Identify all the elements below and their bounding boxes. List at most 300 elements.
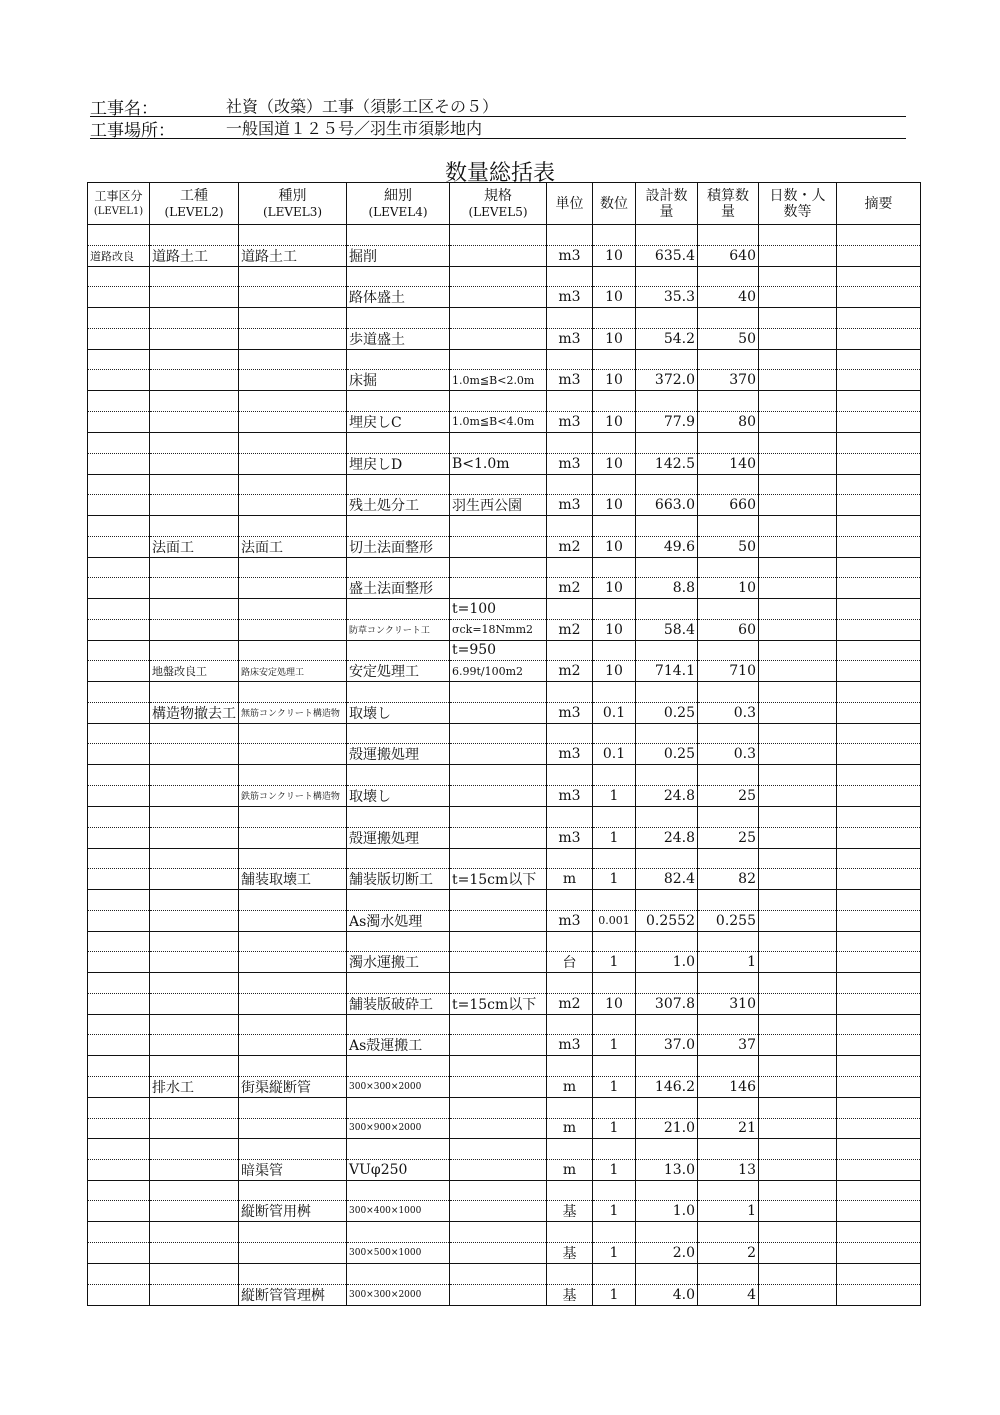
table-row-spacer — [88, 432, 921, 453]
col-unit-upper-cell — [547, 1056, 593, 1077]
col-level3-cell: 路床安定処理工 — [239, 661, 347, 682]
col-level4-cell: 盛土法面整形 — [347, 578, 450, 599]
col-unit-cell: m2 — [547, 993, 593, 1014]
col-remarks-upper-cell — [837, 308, 921, 329]
col-remarks-upper-cell — [837, 1180, 921, 1201]
col-remarks-cell — [837, 952, 921, 973]
col-level2-cell — [150, 1159, 239, 1180]
col-design-qty-cell: 0.25 — [636, 702, 698, 723]
col-level3-upper-cell — [239, 640, 347, 661]
col-level2-cell — [150, 744, 239, 765]
col-days-upper-cell — [759, 640, 837, 661]
col-level5-cell — [450, 1201, 547, 1222]
col-unit-cell: 基 — [547, 1201, 593, 1222]
col-level4-upper-cell — [347, 474, 450, 495]
col-level4-upper-cell — [347, 1180, 450, 1201]
col-remarks-cell — [837, 827, 921, 848]
col-level5-upper-cell — [450, 432, 547, 453]
col-estimate-qty-upper-cell — [698, 308, 759, 329]
col-digit-upper-cell — [593, 474, 636, 495]
col-level5-cell — [450, 952, 547, 973]
col-level3-upper-cell — [239, 1180, 347, 1201]
col-estimate-qty-upper-cell — [698, 557, 759, 578]
col-unit-cell: m — [547, 869, 593, 890]
col-estimate-qty-upper-cell — [698, 806, 759, 827]
col-digit-cell: 1 — [593, 1035, 636, 1056]
col-level5-upper-cell — [450, 723, 547, 744]
col-design-qty-upper-cell — [636, 432, 698, 453]
col-level4-cell: 埋戻しC — [347, 411, 450, 432]
col-level1-cell — [88, 744, 150, 765]
table-row — [88, 910, 921, 931]
table-row-spacer — [88, 266, 921, 287]
col-level3-cell: 鉄筋コンクリート構造物 — [239, 785, 347, 806]
table-row-spacer — [88, 931, 921, 952]
col-level4-upper-cell — [347, 599, 450, 620]
col-unit-upper-cell — [547, 890, 593, 911]
col-level4-cell: 掘削 — [347, 245, 450, 266]
col-unit-upper-cell — [547, 1180, 593, 1201]
col-unit-upper-cell — [547, 225, 593, 246]
col-digit-upper-cell — [593, 516, 636, 537]
col-days-cell — [759, 619, 837, 640]
col-remarks-upper-cell — [837, 391, 921, 412]
col-days-upper-cell — [759, 1056, 837, 1077]
col-level5-upper-cell — [450, 266, 547, 287]
col-design-qty-cell: 0.2552 — [636, 910, 698, 931]
table-row — [88, 827, 921, 848]
col-unit-cell: 基 — [547, 1284, 593, 1305]
col-days-cell — [759, 453, 837, 474]
col-level5-header — [450, 183, 547, 225]
col-estimate-qty-upper-cell — [698, 474, 759, 495]
header-sub-label: 数等 — [783, 203, 812, 220]
col-digit-cell: 10 — [593, 245, 636, 266]
col-remarks-cell — [837, 702, 921, 723]
col-estimate-qty-cell: 50 — [698, 328, 759, 349]
col-level1-upper-cell — [88, 1139, 150, 1160]
col-days-cell — [759, 661, 837, 682]
col-level5-upper-cell: t=100 — [450, 599, 547, 620]
col-digit-upper-cell — [593, 1056, 636, 1077]
col-remarks-upper-cell — [837, 266, 921, 287]
col-level5-upper-cell — [450, 806, 547, 827]
col-level4-upper-cell — [347, 1264, 450, 1285]
col-level2-cell — [150, 453, 239, 474]
header-sub-label: (LEVEL4) — [368, 204, 428, 219]
col-unit-cell: m3 — [547, 370, 593, 391]
col-remarks-upper-cell — [837, 1222, 921, 1243]
table-row — [88, 744, 921, 765]
col-level2-cell — [150, 827, 239, 848]
col-unit-upper-cell — [547, 349, 593, 370]
col-days-upper-cell — [759, 391, 837, 412]
col-level4-cell: 舗装版切断工 — [347, 869, 450, 890]
col-digit-upper-cell — [593, 1180, 636, 1201]
col-design-qty-upper-cell — [636, 723, 698, 744]
project-name-label: 工事名： — [90, 99, 158, 119]
col-level3-cell: 道路土工 — [239, 245, 347, 266]
table-row-spacer — [88, 1264, 921, 1285]
col-level2-cell — [150, 1118, 239, 1139]
col-level5-cell — [450, 1284, 547, 1305]
col-level2-upper-cell — [150, 1264, 239, 1285]
col-digit-header — [593, 183, 636, 225]
col-unit-cell: m2 — [547, 661, 593, 682]
col-design-qty-upper-cell — [636, 1180, 698, 1201]
col-days-cell — [759, 1284, 837, 1305]
col-level5-upper-cell — [450, 1180, 547, 1201]
header-sub-label: (LEVEL2) — [164, 204, 224, 219]
col-digit-cell: 10 — [593, 287, 636, 308]
col-unit-cell: m3 — [547, 411, 593, 432]
col-digit-upper-cell — [593, 308, 636, 329]
col-level4-upper-cell — [347, 349, 450, 370]
header-main-label: 設計数 — [645, 187, 688, 204]
col-remarks-upper-cell — [837, 557, 921, 578]
col-level5-cell — [450, 744, 547, 765]
header-main-label: 工種 — [180, 187, 208, 204]
table-row-spacer — [88, 1056, 921, 1077]
col-days-cell — [759, 578, 837, 599]
table-row-spacer — [88, 973, 921, 994]
col-unit-upper-cell — [547, 516, 593, 537]
col-level3-cell: 縦断管用桝 — [239, 1201, 347, 1222]
col-level2-upper-cell — [150, 931, 239, 952]
col-remarks-cell — [837, 245, 921, 266]
col-remarks-upper-cell — [837, 1056, 921, 1077]
col-level2-cell — [150, 1243, 239, 1264]
col-remarks-upper-cell — [837, 890, 921, 911]
col-level3-upper-cell — [239, 432, 347, 453]
col-remarks-upper-cell — [837, 599, 921, 620]
col-days-upper-cell — [759, 1139, 837, 1160]
col-estimate-qty-cell: 50 — [698, 536, 759, 557]
col-level4-cell: As濁水処理 — [347, 910, 450, 931]
col-unit-cell: m3 — [547, 1035, 593, 1056]
col-level4-upper-cell — [347, 682, 450, 703]
table-row-spacer — [88, 1222, 921, 1243]
col-days-cell — [759, 287, 837, 308]
col-level2-upper-cell — [150, 599, 239, 620]
col-design-qty-upper-cell — [636, 516, 698, 537]
col-level1-upper-cell — [88, 557, 150, 578]
col-digit-cell: 1 — [593, 952, 636, 973]
col-estimate-qty-upper-cell — [698, 640, 759, 661]
location-line — [90, 116, 906, 139]
col-estimate-qty-cell: 1 — [698, 952, 759, 973]
col-level4-upper-cell — [347, 391, 450, 412]
col-estimate-qty-cell: 13 — [698, 1159, 759, 1180]
col-days-cell — [759, 1243, 837, 1264]
col-level1-upper-cell — [88, 1264, 150, 1285]
table-row — [88, 578, 921, 599]
col-remarks-cell — [837, 495, 921, 516]
col-estimate-qty-cell: 21 — [698, 1118, 759, 1139]
col-level4-cell: 300×300×2000 — [347, 1284, 450, 1305]
col-unit-header — [547, 183, 593, 225]
col-remarks-upper-cell — [837, 931, 921, 952]
header-main-label: 積算数 — [707, 187, 749, 204]
col-level3-cell — [239, 744, 347, 765]
col-level4-upper-cell — [347, 848, 450, 869]
col-digit-upper-cell — [593, 1098, 636, 1119]
col-estimate-qty-upper-cell — [698, 516, 759, 537]
col-level3-upper-cell — [239, 599, 347, 620]
col-level4-upper-cell — [347, 931, 450, 952]
col-estimate-qty-cell: 82 — [698, 869, 759, 890]
col-digit-upper-cell — [593, 225, 636, 246]
col-level5-cell — [450, 536, 547, 557]
col-days-upper-cell — [759, 931, 837, 952]
col-level1-cell: 道路改良 — [88, 245, 150, 266]
table-row-spacer — [88, 806, 921, 827]
col-design-qty-cell: 146.2 — [636, 1077, 698, 1098]
col-estimate-qty-upper-cell — [698, 599, 759, 620]
col-digit-upper-cell — [593, 682, 636, 703]
table-row-spacer — [88, 848, 921, 869]
col-design-qty-upper-cell — [636, 391, 698, 412]
table-header-row — [88, 183, 921, 225]
col-level2-upper-cell — [150, 1056, 239, 1077]
col-digit-cell: 10 — [593, 661, 636, 682]
col-digit-cell: 10 — [593, 993, 636, 1014]
col-design-qty-upper-cell — [636, 1056, 698, 1077]
col-digit-cell: 0.001 — [593, 910, 636, 931]
col-level1-cell — [88, 910, 150, 931]
col-level1-upper-cell — [88, 640, 150, 661]
col-remarks-upper-cell — [837, 516, 921, 537]
col-remarks-upper-cell — [837, 723, 921, 744]
col-level1-cell — [88, 370, 150, 391]
col-digit-upper-cell — [593, 557, 636, 578]
col-remarks-upper-cell — [837, 349, 921, 370]
col-estimate-qty-cell: 310 — [698, 993, 759, 1014]
col-design-qty-cell: 24.8 — [636, 785, 698, 806]
table-row — [88, 1159, 921, 1180]
col-unit-cell: m2 — [547, 536, 593, 557]
col-remarks-cell — [837, 785, 921, 806]
col-estimate-qty-upper-cell — [698, 765, 759, 786]
col-level2-upper-cell — [150, 806, 239, 827]
col-remarks-upper-cell — [837, 1014, 921, 1035]
col-design-qty-cell: 714.1 — [636, 661, 698, 682]
col-level3-cell — [239, 619, 347, 640]
col-level2-upper-cell — [150, 765, 239, 786]
col-level3-upper-cell — [239, 682, 347, 703]
col-level1-cell — [88, 869, 150, 890]
col-level4-cell: 300×900×2000 — [347, 1118, 450, 1139]
col-digit-upper-cell — [593, 723, 636, 744]
col-remarks-cell — [837, 619, 921, 640]
col-level2-header — [150, 183, 239, 225]
col-level5-upper-cell — [450, 557, 547, 578]
col-design-qty-upper-cell — [636, 806, 698, 827]
header-main-label: 摘要 — [864, 195, 893, 212]
header-sub-label: 量 — [659, 203, 674, 220]
col-level1-upper-cell — [88, 474, 150, 495]
col-unit-cell: m2 — [547, 578, 593, 599]
col-design-qty-upper-cell — [636, 349, 698, 370]
col-digit-cell: 1 — [593, 1077, 636, 1098]
col-level4-upper-cell — [347, 557, 450, 578]
col-unit-upper-cell — [547, 599, 593, 620]
header-main-label: 単位 — [555, 195, 584, 212]
col-level3-cell — [239, 1243, 347, 1264]
col-digit-upper-cell — [593, 640, 636, 661]
col-unit-upper-cell — [547, 474, 593, 495]
col-level5-cell: t=15cm以下 — [450, 993, 547, 1014]
col-level1-cell — [88, 661, 150, 682]
col-remarks-cell — [837, 910, 921, 931]
col-remarks-cell — [837, 328, 921, 349]
col-design-qty-upper-cell — [636, 848, 698, 869]
col-level4-upper-cell — [347, 973, 450, 994]
col-level2-upper-cell — [150, 890, 239, 911]
table-row-spacer — [88, 1014, 921, 1035]
col-design-qty-upper-cell — [636, 225, 698, 246]
col-unit-cell: m3 — [547, 245, 593, 266]
col-estimate-qty-upper-cell — [698, 1264, 759, 1285]
col-level1-upper-cell — [88, 848, 150, 869]
col-design-qty-cell: 77.9 — [636, 411, 698, 432]
col-digit-upper-cell — [593, 349, 636, 370]
col-level5-upper-cell — [450, 349, 547, 370]
col-level2-upper-cell — [150, 391, 239, 412]
col-level1-upper-cell — [88, 1056, 150, 1077]
col-design-qty-header — [636, 183, 698, 225]
col-level4-cell: 安定処理工 — [347, 661, 450, 682]
col-design-qty-cell: 1.0 — [636, 1201, 698, 1222]
col-digit-cell: 10 — [593, 619, 636, 640]
table-row-spacer — [88, 765, 921, 786]
col-estimate-qty-cell: 0.3 — [698, 744, 759, 765]
header-main-label: 細別 — [384, 187, 412, 204]
col-estimate-qty-cell: 4 — [698, 1284, 759, 1305]
col-digit-upper-cell — [593, 1222, 636, 1243]
col-level5-upper-cell — [450, 474, 547, 495]
col-level1-upper-cell — [88, 225, 150, 246]
col-level4-cell: 切土法面整形 — [347, 536, 450, 557]
col-estimate-qty-upper-cell — [698, 391, 759, 412]
col-level1-cell — [88, 287, 150, 308]
col-design-qty-upper-cell — [636, 1222, 698, 1243]
col-level5-cell: 羽生西公園 — [450, 495, 547, 516]
col-level4-cell: 300×500×1000 — [347, 1243, 450, 1264]
col-days-upper-cell — [759, 474, 837, 495]
col-level2-upper-cell — [150, 1139, 239, 1160]
col-level5-cell — [450, 1118, 547, 1139]
col-estimate-qty-upper-cell — [698, 349, 759, 370]
col-days-cell — [759, 411, 837, 432]
col-level3-upper-cell — [239, 349, 347, 370]
table-row — [88, 245, 921, 266]
col-level3-cell: 縦断管管理桝 — [239, 1284, 347, 1305]
col-design-qty-cell: 635.4 — [636, 245, 698, 266]
col-days-cell — [759, 952, 837, 973]
col-level3-upper-cell — [239, 308, 347, 329]
col-unit-upper-cell — [547, 765, 593, 786]
col-remarks-cell — [837, 1284, 921, 1305]
col-level3-upper-cell — [239, 1139, 347, 1160]
col-unit-cell: m3 — [547, 287, 593, 308]
col-level5-upper-cell: t=950 — [450, 640, 547, 661]
col-level5-upper-cell — [450, 1056, 547, 1077]
col-level2-upper-cell — [150, 1014, 239, 1035]
col-level4-upper-cell — [347, 1098, 450, 1119]
col-days-upper-cell — [759, 349, 837, 370]
col-digit-cell: 1 — [593, 1243, 636, 1264]
col-estimate-qty-upper-cell — [698, 1139, 759, 1160]
col-days-upper-cell — [759, 1222, 837, 1243]
location-label: 工事場所： — [90, 121, 175, 141]
col-level5-upper-cell — [450, 308, 547, 329]
header-main-label: 規格 — [484, 187, 512, 204]
col-level1-cell — [88, 1159, 150, 1180]
col-unit-upper-cell — [547, 432, 593, 453]
col-design-qty-cell: 37.0 — [636, 1035, 698, 1056]
col-level4-upper-cell — [347, 806, 450, 827]
col-design-qty-upper-cell — [636, 599, 698, 620]
col-estimate-qty-cell: 25 — [698, 785, 759, 806]
col-unit-cell: m3 — [547, 910, 593, 931]
col-unit-cell: m — [547, 1118, 593, 1139]
col-level5-upper-cell — [450, 765, 547, 786]
col-unit-upper-cell — [547, 640, 593, 661]
header-main-label: 種別 — [278, 187, 307, 204]
col-estimate-qty-upper-cell — [698, 1098, 759, 1119]
col-level2-cell: 道路土工 — [150, 245, 239, 266]
table-row-spacer — [88, 640, 921, 661]
col-days-cell — [759, 910, 837, 931]
col-level1-cell — [88, 619, 150, 640]
col-level4-upper-cell — [347, 723, 450, 744]
header-sub-label: (LEVEL3) — [262, 204, 323, 219]
table-row — [88, 495, 921, 516]
col-estimate-qty-cell: 2 — [698, 1243, 759, 1264]
table-row-spacer — [88, 890, 921, 911]
col-remarks-cell — [837, 287, 921, 308]
col-level5-upper-cell — [450, 1222, 547, 1243]
col-level4-cell: 埋戻しD — [347, 453, 450, 474]
col-level5-upper-cell — [450, 391, 547, 412]
col-days-upper-cell — [759, 806, 837, 827]
col-level3-upper-cell — [239, 516, 347, 537]
col-days-cell — [759, 827, 837, 848]
col-level3-upper-cell — [239, 391, 347, 412]
col-remarks-cell — [837, 1201, 921, 1222]
table-row — [88, 1077, 921, 1098]
page-title: 数量総括表 — [444, 161, 555, 186]
col-digit-upper-cell — [593, 890, 636, 911]
table-row — [88, 287, 921, 308]
col-level4-cell: 取壊し — [347, 785, 450, 806]
col-digit-upper-cell — [593, 391, 636, 412]
col-days-cell — [759, 1035, 837, 1056]
col-level2-cell — [150, 1284, 239, 1305]
col-design-qty-upper-cell — [636, 1264, 698, 1285]
col-level2-cell — [150, 952, 239, 973]
col-design-qty-upper-cell — [636, 1098, 698, 1119]
col-level5-cell — [450, 827, 547, 848]
col-days-cell — [759, 328, 837, 349]
col-estimate-qty-cell: 140 — [698, 453, 759, 474]
col-days-upper-cell — [759, 1098, 837, 1119]
col-estimate-qty-upper-cell — [698, 848, 759, 869]
col-unit-upper-cell — [547, 806, 593, 827]
col-level3-upper-cell — [239, 266, 347, 287]
col-level5-upper-cell — [450, 682, 547, 703]
